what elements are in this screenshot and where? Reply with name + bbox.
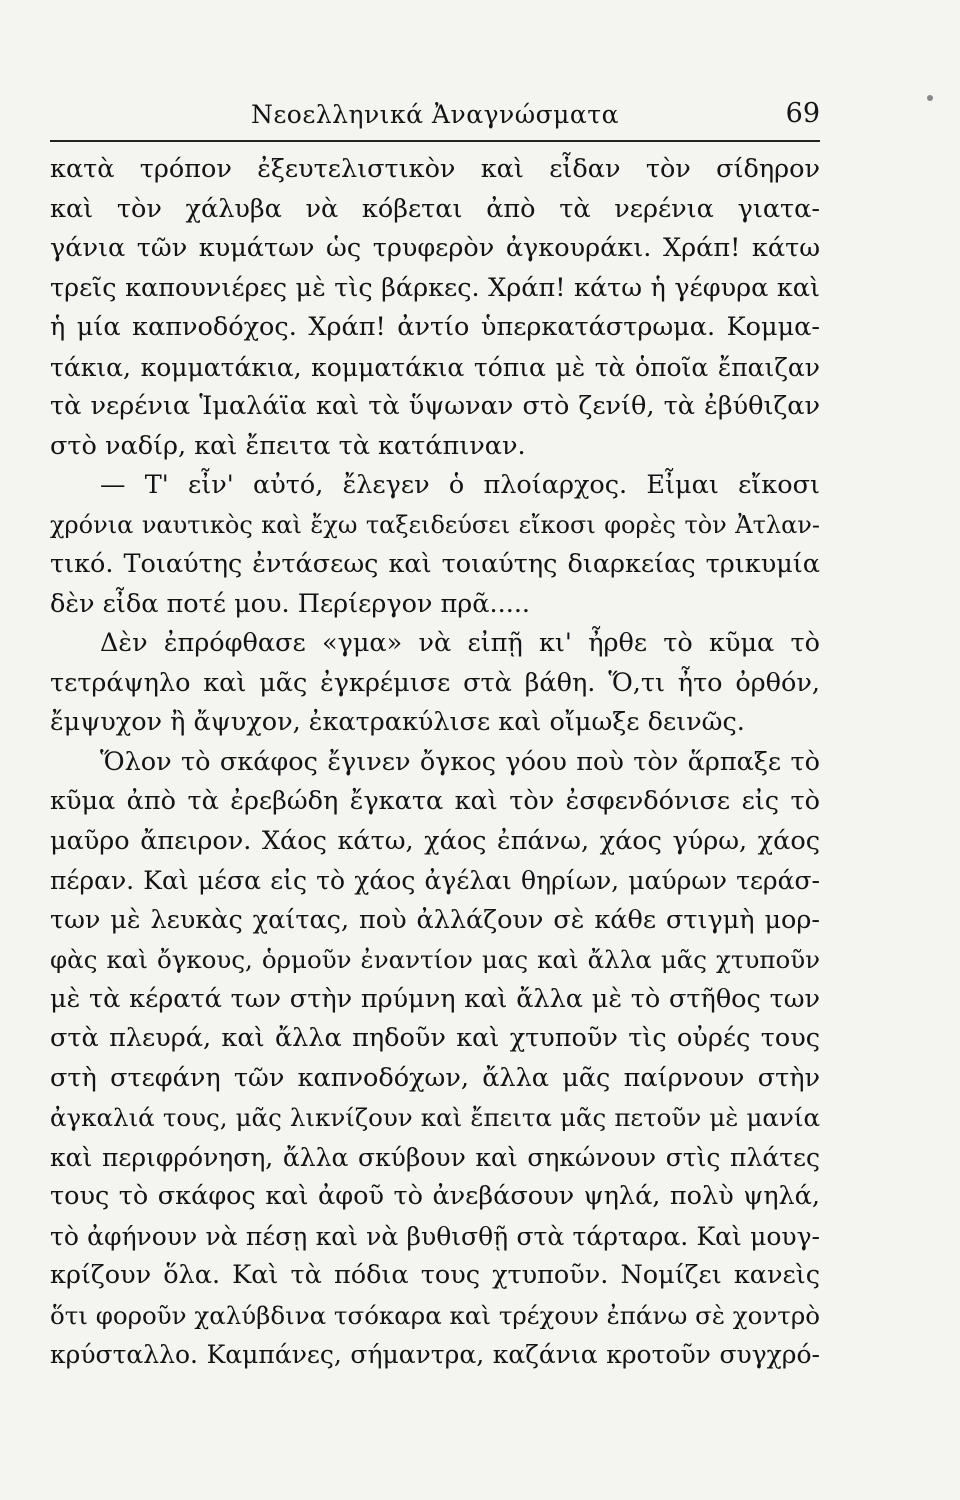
text-line: μαῦρο ἄπειρον. Χάος κάτω, χάος ἐπάνω, χάος γύρω, χάος bbox=[50, 825, 820, 856]
text-line: τάκια, κομματάκια, κομματάκια τόπια μὲ τὰ ὁποῖα ἔπαιζαν bbox=[50, 352, 820, 382]
text-line: τρεῖς καπουνιέρες μὲ τὶς βάρκες. Χράπ! κάτω ἡ γέφυρα καὶ bbox=[50, 272, 820, 303]
text-line: ἀγκαλιά τους, μᾶς λικνίζουν καὶ ἔπειτα μᾶς πετοῦν μὲ μανία bbox=[50, 1103, 820, 1132]
text-line: γάνια τῶν κυμάτων ὡς τρυφερὸν ἀγκουράκι. Χράπ! κάτω bbox=[50, 233, 820, 263]
text-line: καὶ περιφρόνηση, ἄλλα σκύβουν καὶ σηκώνουν στὶς πλάτες bbox=[50, 1142, 820, 1172]
text-line: στὴ στεφάνη τῶν καπνοδόχων, ἄλλα μᾶς παίρνουν στὴν bbox=[50, 1062, 820, 1093]
text-line: τὰ νερένια Ἱμαλάϊα καὶ τὰ ὕψωναν στὸ ζενίθ, τὰ ἐβύθιζαν bbox=[50, 391, 820, 421]
text-line: καὶ τὸν χάλυβα νὰ κόβεται ἀπὸ τὰ νερένια γιατα- bbox=[50, 193, 820, 224]
text-line: δὲν εἶδα ποτέ μου. Περίεργον πρᾶ..... bbox=[50, 588, 531, 619]
text-line: τετράψηλο καὶ μᾶς ἐγκρέμισε στὰ βάθη. Ὅ,τι ἦτο ὀρθόν, bbox=[50, 667, 820, 698]
text-line: χρόνια ναυτικὸς καὶ ἔχω ταξειδεύσει εἴκοσι φορὲς τὸν Ἀτλαν- bbox=[50, 510, 820, 539]
margin-mark bbox=[927, 95, 933, 101]
body-text bbox=[50, 150, 820, 1375]
text-line: τους τὸ σκάφος καὶ ἀφοῦ τὸ ἀνεβάσουν ψηλά, πολὺ ψηλά, bbox=[50, 1181, 820, 1211]
running-title: Νεοελληνικά Ἀναγνώσματα bbox=[250, 100, 620, 129]
header-rule bbox=[50, 140, 820, 142]
text-line: Δὲν ἐπρόφθασε «γμα» νὰ εἰπῇ κι' ἦρθε τὸ κῦμα τὸ bbox=[100, 628, 820, 658]
running-head bbox=[50, 96, 820, 136]
text-line: στὰ πλευρά, καὶ ἄλλα πηδοῦν καὶ χτυποῦν τὶς οὐρές τους bbox=[50, 1023, 820, 1053]
text-line: τὸ ἀφήνουν νὰ πέσῃ καὶ νὰ βυθισθῇ στὰ τάρταρα. Καὶ μουγ- bbox=[50, 1221, 820, 1251]
text-line: των μὲ λευκὰς χαίτας, ποὺ ἀλλάζουν σὲ κάθε στιγμὴ μορ- bbox=[50, 904, 820, 935]
text-line: ἡ μία καπνοδόχος. Χράπ! ἀντίο ὑπερκατάστρωμα. Κομμα- bbox=[50, 312, 820, 342]
text-line: Ὅλον τὸ σκάφος ἔγινεν ὄγκος γόου ποὺ τὸν ἅρπαξε τὸ bbox=[100, 746, 820, 777]
text-line: κρίζουν ὅλα. Καὶ τὰ πόδια τους χτυποῦν. Νομίζει κανεὶς bbox=[50, 1260, 820, 1290]
text-line: μὲ τὰ κέρατά των στὴν πρύμνη καὶ ἄλλα μὲ τὸ στῆθος των bbox=[50, 983, 820, 1014]
text-line: στὸ ναδίρ, καὶ ἔπειτα τὰ κατάπιναν. bbox=[50, 430, 526, 461]
text-line: — Τ' εἶν' αὐτό, ἔλεγεν ὁ πλοίαρχος. Εἶμαι εἴκοσι bbox=[100, 470, 820, 500]
text-line: κῦμα ἀπὸ τὰ ἐρεβώδη ἔγκατα καὶ τὸν ἐσφενδόνισε εἰς τὸ bbox=[50, 786, 820, 816]
text-line: φὰς καὶ ὄγκους, ὁρμοῦν ἐναντίον μας καὶ ἄλλα μᾶς χτυποῦν bbox=[50, 945, 820, 974]
text-line: κατὰ τρόπον ἐξευτελιστικὸν καὶ εἶδαν τὸν σίδηρον bbox=[50, 154, 820, 184]
text-line: πέραν. Καὶ μέσα εἰς τὸ χάος ἀγέλαι θηρίων, μαύρων τεράσ- bbox=[50, 866, 820, 895]
page-number: 69 bbox=[785, 98, 820, 129]
text-line: ἔμψυχον ἢ ἄψυχον, ἐκατρακύλισε καὶ οἴμωξε δεινῶς. bbox=[50, 707, 745, 737]
text-line: κρύσταλλο. Καμπάνες, σήμαντρα, καζάνια κροτοῦν συγχρό- bbox=[50, 1340, 820, 1369]
text-line: τικό. Τοιαύτης ἐντάσεως καὶ τοιαύτης διαρκείας τρικυμία bbox=[50, 549, 820, 579]
text-line: ὅτι φοροῦν χαλύβδινα τσόκαρα καὶ τρέχουν ἐπάνω σὲ χοντρὸ bbox=[50, 1300, 820, 1330]
